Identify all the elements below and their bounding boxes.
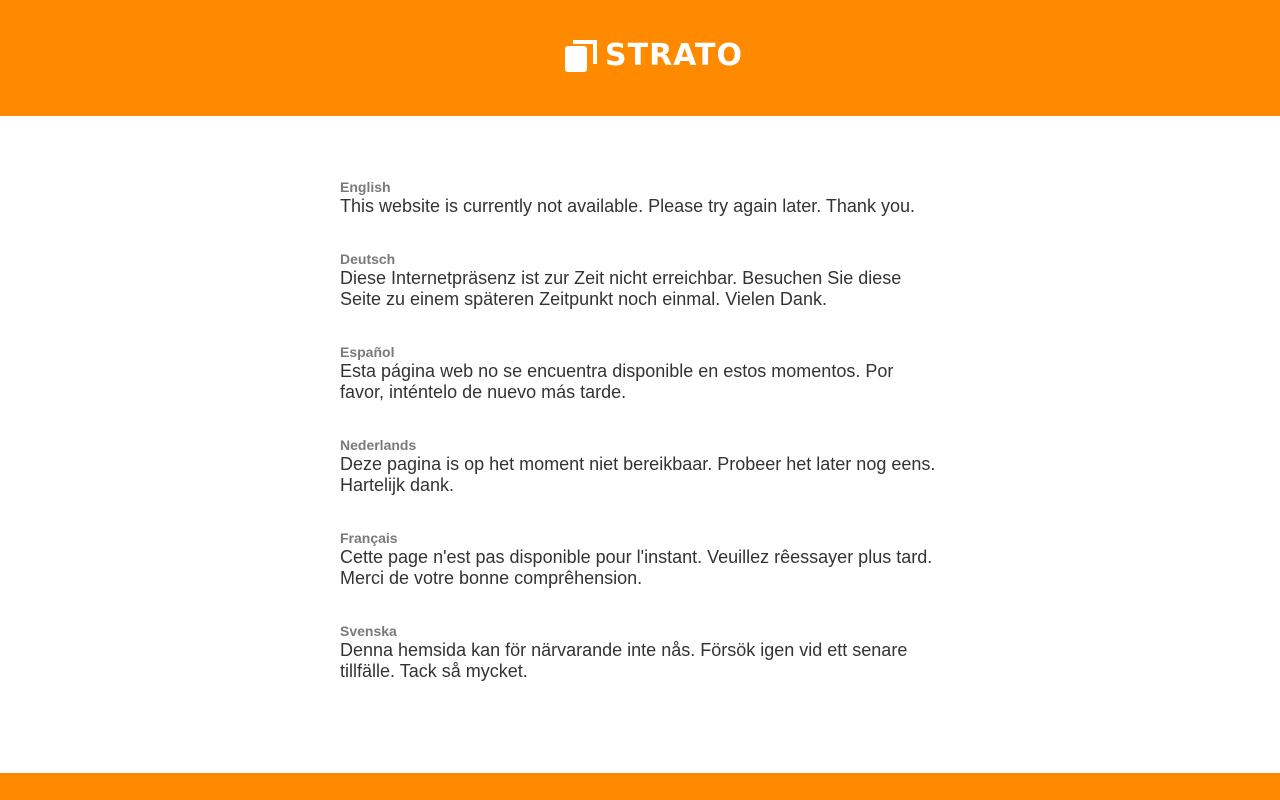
language-label: Español <box>340 344 395 360</box>
message-svenska <box>340 622 940 715</box>
message-francais <box>340 529 940 622</box>
message-text: Cette page n'est pas disponible pour l'instant. Veuillez rêessayer plus tard. Merci de votre bonne comprêhension. <box>340 547 933 588</box>
message-text: Deze pagina is op het moment niet bereikbaar. Probeer het later nog eens. Hartelijk dank. <box>340 454 936 495</box>
brand-name: STRATO <box>605 38 744 73</box>
header-bar <box>0 0 1280 116</box>
language-label: English <box>340 179 391 195</box>
language-label: Svenska <box>340 623 397 639</box>
message-nederlands <box>340 436 940 529</box>
strato-logo-icon <box>565 40 597 72</box>
message-text: This website is currently not available. Please try again later. Thank you. <box>340 196 915 216</box>
message-espanol <box>340 343 940 436</box>
language-label: Nederlands <box>340 437 417 453</box>
footer-bar <box>0 773 1280 800</box>
language-label: Français <box>340 530 398 546</box>
message-text: Denna hemsida kan för närvarande inte nås. Försök igen vid ett senare tillfälle. Tack så mycket. <box>340 640 908 681</box>
message-text: Diese Internetpräsenz ist zur Zeit nicht erreichbar. Besuchen Sie diese Seite zu einem späteren Zeitpunkt noch einmal. Vielen Dank. <box>340 268 902 309</box>
message-text: Esta página web no se encuentra disponible en estos momentos. Por favor, inténtelo de nuevo más tarde. <box>340 361 894 402</box>
message-deutsch <box>340 250 940 343</box>
message-list <box>340 178 940 715</box>
language-label: Deutsch <box>340 251 396 267</box>
strato-logo <box>565 40 743 72</box>
message-english <box>340 178 940 250</box>
